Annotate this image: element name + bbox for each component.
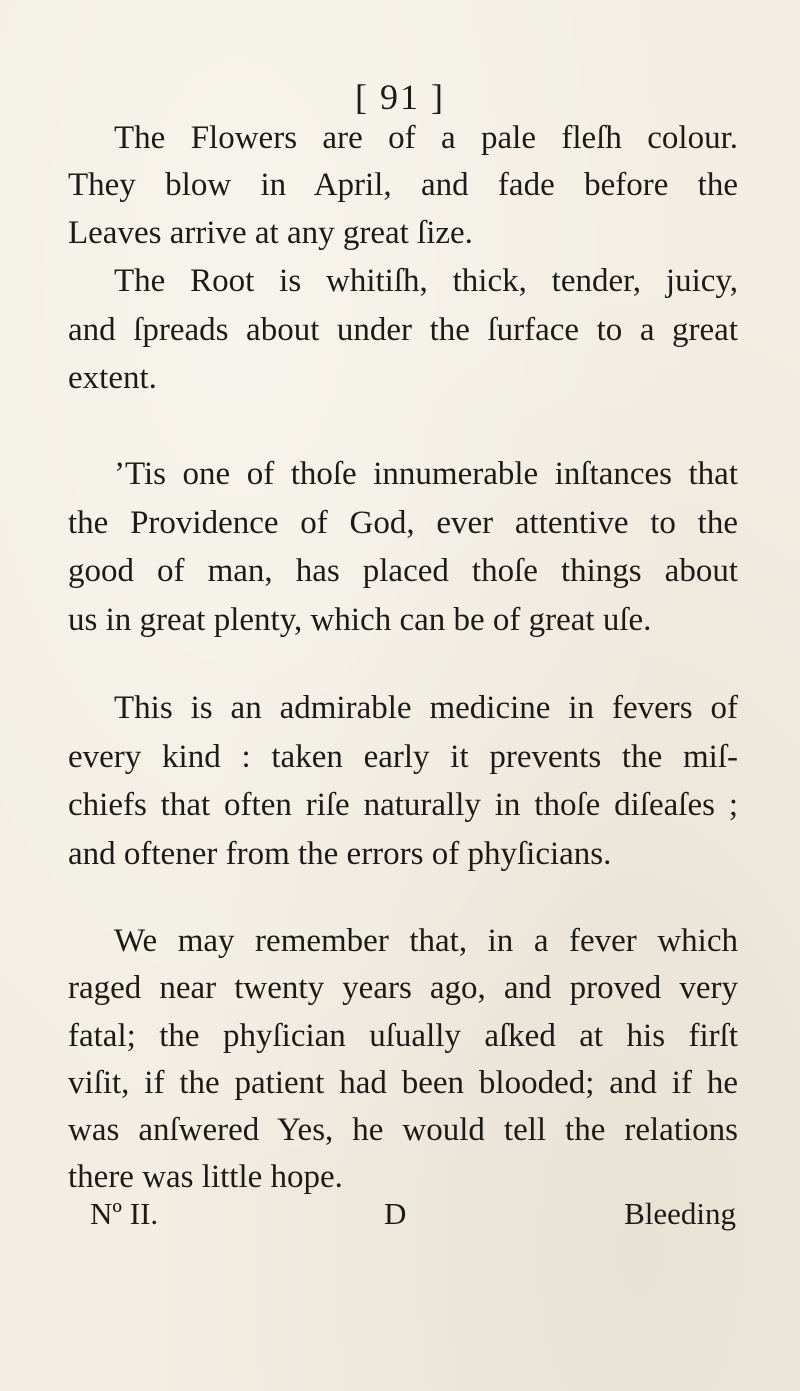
text-line: us in great plenty, which can be of great uſe. (68, 602, 652, 638)
page-number: [ 91 ] (355, 77, 445, 117)
text-line: This is an admirable medicine in fevers of (114, 690, 738, 726)
text-line: there was little hope. (68, 1159, 343, 1195)
text-line: extent. (68, 360, 157, 396)
text-line: The Root is whitiſh, thick, tender, juicy, (114, 263, 738, 299)
signature-letter: D (384, 1196, 407, 1231)
text-line: every kind : taken early it prevents the miſ- (68, 739, 738, 775)
text-line: We may remember that, in a fever which (114, 923, 738, 959)
page-footer (0, 1196, 800, 1236)
text-line: good of man, has placed thoſe things about (68, 553, 738, 589)
text-line: chiefs that often riſe naturally in thoſe diſeaſes ; (68, 787, 738, 823)
text-line: viſit, if the patient had been blooded; and if he (68, 1065, 738, 1101)
text-line: the Providence of God, ever attentive to the (68, 505, 738, 541)
signature-mark: Nº II. (90, 1196, 159, 1231)
text-line: Leaves arrive at any great ſize. (68, 215, 473, 251)
text-line: The Flowers are of a pale fleſh colour. (114, 120, 738, 156)
text-line: They blow in April, and fade before the (68, 167, 738, 203)
text-line: raged near twenty years ago, and proved very (68, 970, 738, 1006)
text-line: and oftener from the errors of phyſicians. (68, 836, 612, 872)
text-line: fatal; the phyſician uſually aſked at his firſt (68, 1018, 738, 1054)
catchword: Bleeding (624, 1196, 736, 1231)
text-line: was anſwered Yes, he would tell the relations (68, 1112, 738, 1148)
text-line: ’Tis one of thoſe innumerable inſtances that (114, 456, 738, 492)
text-line: and ſpreads about under the ſurface to a great (68, 312, 738, 348)
